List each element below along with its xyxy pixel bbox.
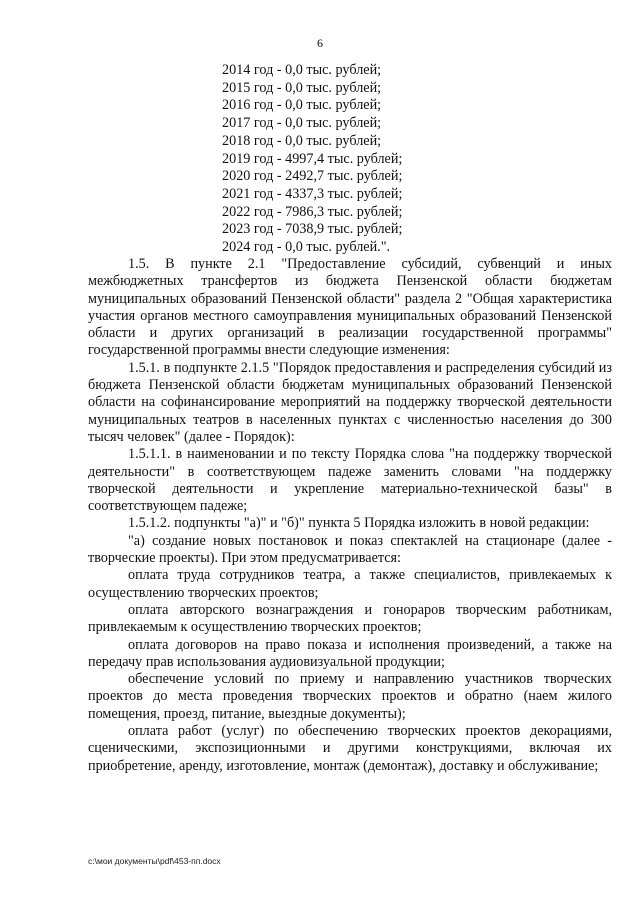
page-number: 6 xyxy=(317,36,323,50)
paragraph-1-5: 1.5. В пункте 2.1 "Предоставление субсидий, субвенций и иных межбюджетных трансфертов из бюджета Пензенской области бюджетам муниципальных образований Пензенской области" раздела 2 "Общая характеристика участия органов местного самоуправления муниципальных образований Пензенской области и других организаций в реализации государственной программы" государственной программы внести следующие изменения: xyxy=(88,256,612,359)
paragraph-list-item: оплата договоров на право показа и исполнения произведений, а также на передачу прав использования аудиовизуальной продукции; xyxy=(88,636,612,670)
funding-year-line: 2022 год - 7986,3 тыс. рублей; xyxy=(222,203,403,220)
funding-year-line: 2023 год - 7038,9 тыс. рублей; xyxy=(222,221,403,238)
paragraph-list-item: обеспечение условий по приему и направлению участников творческих проектов до места проведения творческих проектов и обратно (наем жилого помещения, проезд, питание, выездные документы); xyxy=(88,671,612,722)
paragraph-1-5-1: 1.5.1. в подпункте 2.1.5 "Порядок предоставления и распределения субсидий из бюджета Пензенской области бюджетам муниципальных образований Пензенской области на софинансирование мероприятий на поддержку творческой деятельности муниципальных театров в населенных пунктах с численностью населения до 300 тысяч человек" (далее - Порядок): xyxy=(88,359,612,445)
funding-year-line: 2014 год - 0,0 тыс. рублей; xyxy=(222,62,382,78)
funding-year-line: 2020 год - 2492,7 тыс. рублей; xyxy=(222,168,403,185)
funding-year-line: 2019 год - 4997,4 тыс. рублей; xyxy=(222,150,403,167)
paragraph-1-5-1-1: 1.5.1.1. в наименовании и по тексту Порядка слова "на поддержку творческой деятельности" в соответствующем падеже заменить словами "на поддержку творческой деятельности и укрепление материально-технической базы" в соответствующем падеже; xyxy=(88,446,612,515)
paragraph-list-item: оплата труда сотрудников театра, а также специалистов, привлекаемых к осуществлению творческих проектов; xyxy=(88,567,612,601)
funding-year-line: 2015 год - 0,0 тыс. рублей; xyxy=(222,79,382,96)
paragraph-subpoint-a: "а) создание новых постановок и показ спектаклей на стационаре (далее - творческие проекты). При этом предусматривается: xyxy=(88,532,612,567)
paragraph-1-5-1-2: 1.5.1.2. подпункты "а)" и "б)" пункта 5 Порядка изложить в новой редакции: xyxy=(128,515,590,532)
document-body xyxy=(88,256,612,775)
footer-file-path: c:\мои документы\pdf\453-пп.docx xyxy=(88,856,221,866)
funding-year-line: 2021 год - 4337,3 тыс. рублей; xyxy=(222,185,403,202)
funding-year-line: 2018 год - 0,0 тыс. рублей; xyxy=(222,132,382,149)
paragraph-list-item: оплата авторского вознаграждения и гонораров творческим работникам, привлекаемым к осуществлению творческих проектов; xyxy=(88,601,612,636)
funding-year-line: 2016 год - 0,0 тыс. рублей; xyxy=(222,97,382,114)
funding-year-line: 2017 год - 0,0 тыс. рублей; xyxy=(222,115,382,132)
paragraph-list-item: оплата работ (услуг) по обеспечению творческих проектов декорациями, сценическими, экспозиционными и другими конструкциями, включая их приобретение, аренду, изготовление, монтаж (демонтаж), доставку и обслуживание; xyxy=(88,723,612,774)
funding-by-year-list xyxy=(222,62,402,257)
funding-year-line: 2024 год - 0,0 тыс. рублей.". xyxy=(222,239,391,256)
